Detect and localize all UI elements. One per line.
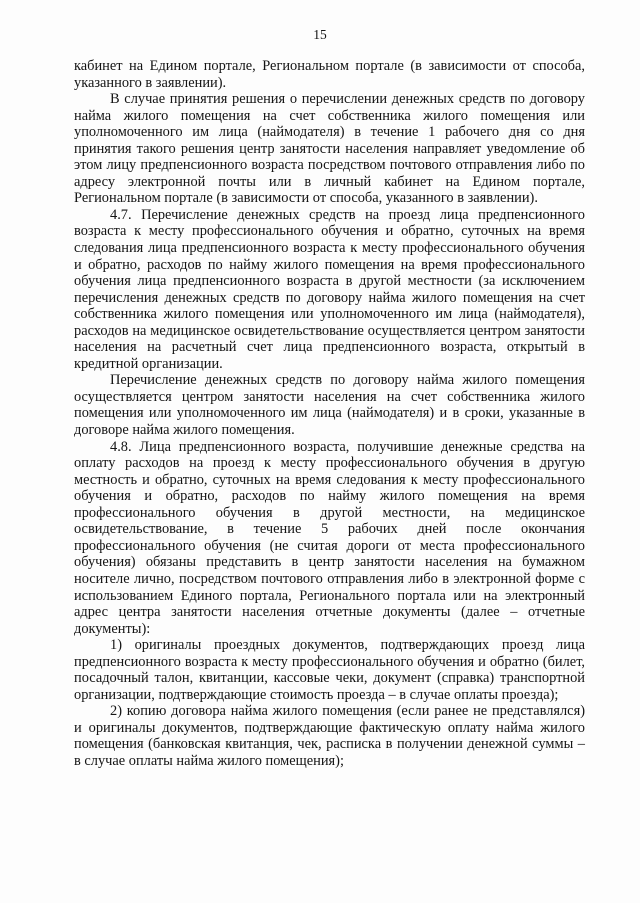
paragraph-continuation: кабинет на Едином портале, Региональном портале (в зависимости от способа, указанного в заявлении).: [74, 58, 585, 91]
list-item-1: 1) оригиналы проездных документов, подтверждающих проезд лица предпенсионного возраста к месту профессионального обучения и обратно (билет, посадочный талон, квитанции, кассовые чеки, документ (справка) транспортной организации, подтверждающие стоимость проезда – в случае оплаты проезда);: [74, 637, 585, 703]
page-number: 15: [313, 27, 327, 42]
document-body: [74, 58, 585, 770]
list-item-2: 2) копию договора найма жилого помещения (если ранее не представлялся) и оригиналы документов, подтверждающие фактическую оплату найма жилого помещения (банковская квитанция, чек, расписка в получении денежной суммы – в случае оплаты найма жилого помещения);: [74, 703, 585, 769]
paragraph-notification: В случае принятия решения о перечислении денежных средств по договору найма жилого помещения на счет собственника жилого помещения или уполномоченного им лица (наймодателя) в течение 1 рабочего дня со дня принятия такого решения центр занятости населения направляет уведомление об этом лицу предпенсионного возраста посредством почтового отправления либо по адресу электронной почты или в личный кабинет на Едином портале, Региональном портале (в зависимости от способа, указанного в заявлении).: [74, 91, 585, 207]
paragraph-4-7: 4.7. Перечисление денежных средств на проезд лица предпенсионного возраста к месту профессионального обучения и обратно, суточных на время следования лица предпенсионного возраста к месту профессионального обучения и обратно, расходов по найму жилого помещения на время профессионального обучения лица предпенсионного возраста в другой местности (за исключением перечисления денежных средств по договору найма жилого помещения на счет собственника жилого помещения или уполномоченного им лица (наймодателя), расходов на медицинское освидетельствование осуществляется центром занятости населения на расчетный счет лица предпенсионного возраста, открытый в кредитной организации.: [74, 206, 585, 372]
paragraph-4-8: 4.8. Лица предпенсионного возраста, получившие денежные средства на оплату расходов на проезд к месту профессионального обучения в другую местность и обратно, суточных на время следования к месту профессионального обучения и обратно, расходов по найму жилого помещения на время профессионального обучения в другой местности, на медицинское освидетельствование, в течение 5 рабочих дней после окончания профессионального обучения (не считая дороги от места профессионального обучения) обязаны представить в центр занятости населения на бумажном носителе лично, посредством почтового отправления либо в электронной форме с использованием Единого портала, Регионального портала или на электронный адрес центра занятости населения отчетные документы (далее – отчетные документы):: [74, 438, 585, 637]
paragraph-rent-transfer: Перечисление денежных средств по договору найма жилого помещения осуществляется центром занятости населения на счет собственника жилого помещения или уполномоченного им лица (наймодателя) и в сроки, указанные в договоре найма жилого помещения.: [74, 372, 585, 439]
